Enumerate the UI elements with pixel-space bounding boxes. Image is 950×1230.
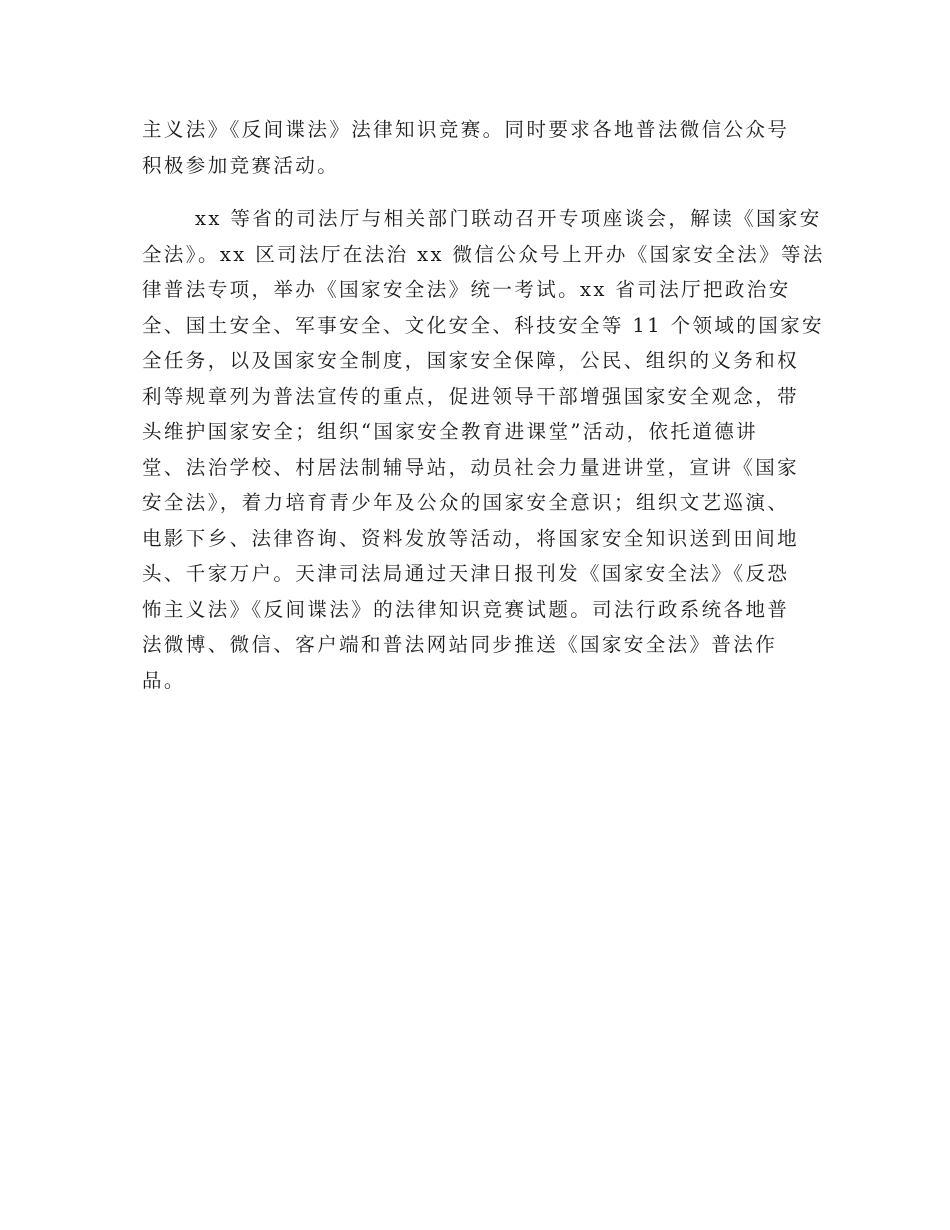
paragraph-line: 利等规章列为普法宣传的重点，促进领导干部增强国家安全观念，带 — [142, 384, 800, 408]
paragraph-line: 全法》。xx 区司法厅在法治 xx 微信公众号上开办《国家安全法》等法 — [142, 242, 825, 266]
paragraph-line: 主义法》《反间谍法》法律知识竞赛。同时要求各地普法微信公众号 — [142, 118, 790, 141]
paragraph-line: 品。 — [142, 668, 186, 692]
paragraph-line: 电影下乡、法律咨询、资料发放等活动，将国家安全知识送到田间地 — [142, 526, 800, 550]
paragraph-line: 安全法》，着力培育青少年及公众的国家安全意识；组织文艺巡演、 — [142, 491, 790, 514]
paragraph-line: xx 等省的司法厅与相关部门联动召开专项座谈会，解读《国家安 — [195, 207, 822, 230]
paragraph-line: 全、国土安全、军事安全、文化安全、科技安全等 11 个领域的国家安 — [142, 313, 824, 337]
paragraph-line: 怖主义法》《反间谍法》的法律知识竞赛试题。司法行政系统各地普 — [142, 597, 790, 621]
paragraph-2 — [142, 201, 825, 698]
paragraph-line: 全任务，以及国家安全制度，国家安全保障，公民、组织的义务和权 — [142, 349, 800, 372]
paragraph-line: 积极参加竞赛活动。 — [142, 153, 340, 177]
paragraph-line: 法微博、微信、客户端和普法网站同步推送《国家安全法》普法作 — [142, 633, 778, 656]
paragraph-line: 律普法专项，举办《国家安全法》统一考试。xx 省司法厅把政治安 — [142, 278, 791, 301]
paragraph-line: 头、千家万户。天津司法局通过天津日报刊发《国家安全法》《反恐 — [142, 562, 790, 585]
paragraph-1 — [142, 112, 822, 183]
paragraph-line: 头维护国家安全；组织“国家安全教育进课堂”活动，依托道德讲 — [142, 420, 759, 443]
paragraph-line: 堂、法治学校、村居法制辅导站，动员社会力量进讲堂，宣讲《国家 — [142, 455, 800, 479]
